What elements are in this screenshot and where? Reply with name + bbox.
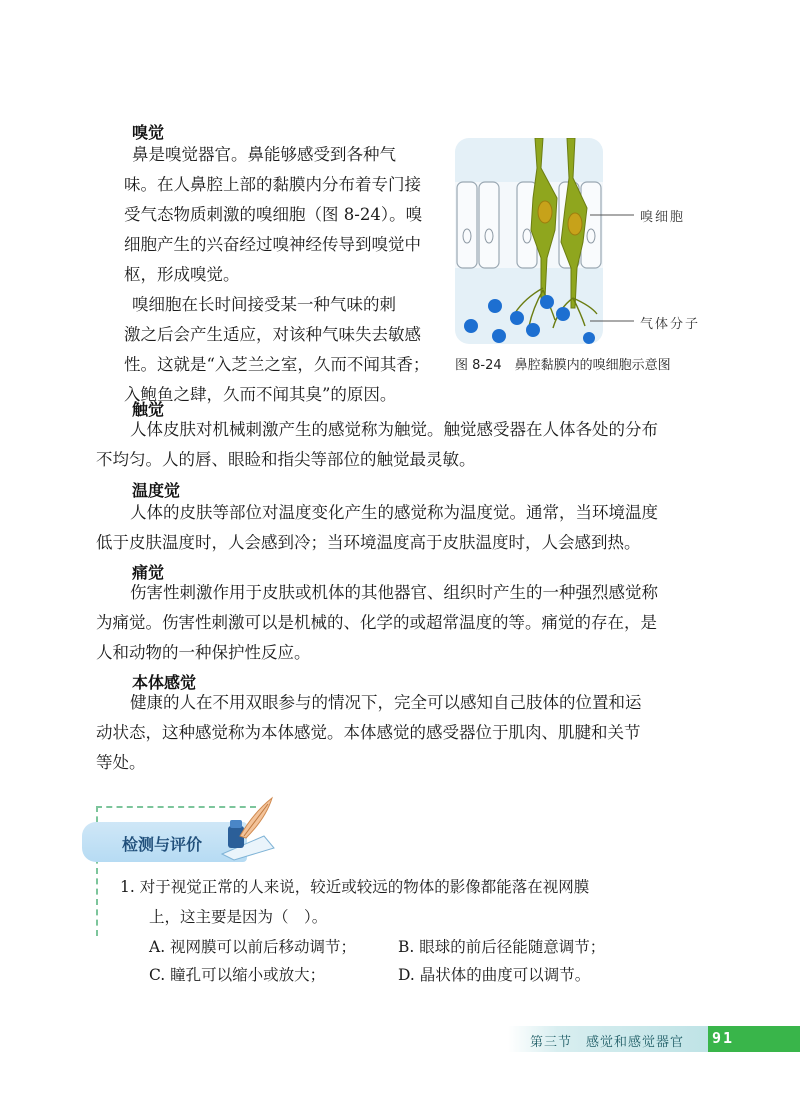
question-1-option-c: C. 瞳孔可以缩小或放大；	[149, 966, 326, 984]
heading-proprioception: 本体感觉	[132, 673, 197, 692]
figure-caption: 图 8-24 鼻腔黏膜内的嗅细胞示意图	[455, 358, 671, 373]
figure-leader-lines	[590, 200, 640, 330]
paragraph-smell-2	[124, 290, 432, 410]
page-number: 91	[712, 1029, 735, 1047]
heading-temperature: 温度觉	[132, 481, 181, 500]
ink-quill-icon	[214, 796, 278, 862]
heading-touch: 触觉	[132, 400, 165, 419]
text-line: 健康的人在不用双眼参与的情况下，完全可以感知自己肢体的位置和运	[130, 693, 642, 712]
paragraph-pain	[96, 578, 716, 668]
olfactory-cell-figure	[455, 138, 603, 344]
paragraph-smell-1	[124, 140, 432, 290]
question-1-option-a: A. 视网膜可以前后移动调节；	[149, 938, 357, 956]
text-line: 枢，形成嗅觉。	[124, 265, 240, 284]
text-line: 动状态，这种感觉称为本体感觉。本体感觉的感受器位于肌肉、肌腱和关节	[96, 723, 641, 742]
text-line: 味。在人鼻腔上部的黏膜内分布着专门接	[124, 175, 421, 194]
text-line: 等处。	[96, 753, 146, 772]
text-line: 伤害性刺激作用于皮肤或机体的其他器官、组织时产生的一种强烈感觉称	[130, 583, 658, 602]
olfactory-cell-diagram	[455, 138, 603, 344]
text-line: 人和动物的一种保护性反应。	[96, 643, 311, 662]
text-line: 性。这就是“入芝兰之室，久而不闻其香；	[124, 355, 430, 374]
text-line: 人体皮肤对机械刺激产生的感觉称为触觉。触觉感受器在人体各处的分布	[130, 420, 658, 439]
footer-section-title: 第三节 感觉和感觉器官	[530, 1035, 685, 1050]
text-line: 嗅细胞在长时间接受某一种气味的刺	[132, 295, 396, 314]
text-line: 细胞产生的兴奋经过嗅神经传导到嗅觉中	[124, 235, 421, 254]
paragraph-touch	[96, 415, 716, 475]
text-line: 激之后会产生适应，对该种气味失去敏感	[124, 325, 421, 344]
text-line: 入鲍鱼之肆，久而不闻其臭”的原因。	[124, 385, 397, 404]
question-1-line-1: 1. 对于视觉正常的人来说，较近或较远的物体的影像都能落在视网膜	[120, 878, 590, 896]
question-1-option-d: D. 晶状体的曲度可以调节。	[398, 966, 591, 984]
text-line: 低于皮肤温度时，人会感到冷；当环境温度高于皮肤温度时，人会感到热。	[96, 533, 641, 552]
text-line: 鼻是嗅觉器官。鼻能够感受到各种气	[132, 145, 396, 164]
question-1-option-b: B. 眼球的前后径能随意调节；	[398, 938, 606, 956]
text-line: 人体的皮肤等部位对温度变化产生的感觉称为温度觉。通常，当环境温度	[130, 503, 658, 522]
heading-pain: 痛觉	[132, 563, 165, 582]
question-1-line-2: 上，这主要是因为（ ）。	[149, 908, 328, 926]
text-line: 为痛觉。伤害性刺激可以是机械的、化学的或超常温度的等。痛觉的存在，是	[96, 613, 657, 632]
text-line: 不均匀。人的唇、眼睑和指尖等部位的触觉最灵敏。	[96, 450, 476, 469]
heading-smell: 嗅觉	[132, 123, 165, 142]
paragraph-proprioception	[96, 688, 716, 778]
olfactory-cilia	[515, 288, 597, 328]
paragraph-temperature	[96, 498, 716, 558]
review-title: 检测与评价	[122, 835, 203, 854]
text-line: 受气态物质刺激的嗅细胞（图 8-24）。嗅	[124, 205, 423, 224]
label-gas-molecule: 气体分子	[640, 317, 701, 332]
label-olfactory-cell: 嗅细胞	[640, 210, 686, 225]
